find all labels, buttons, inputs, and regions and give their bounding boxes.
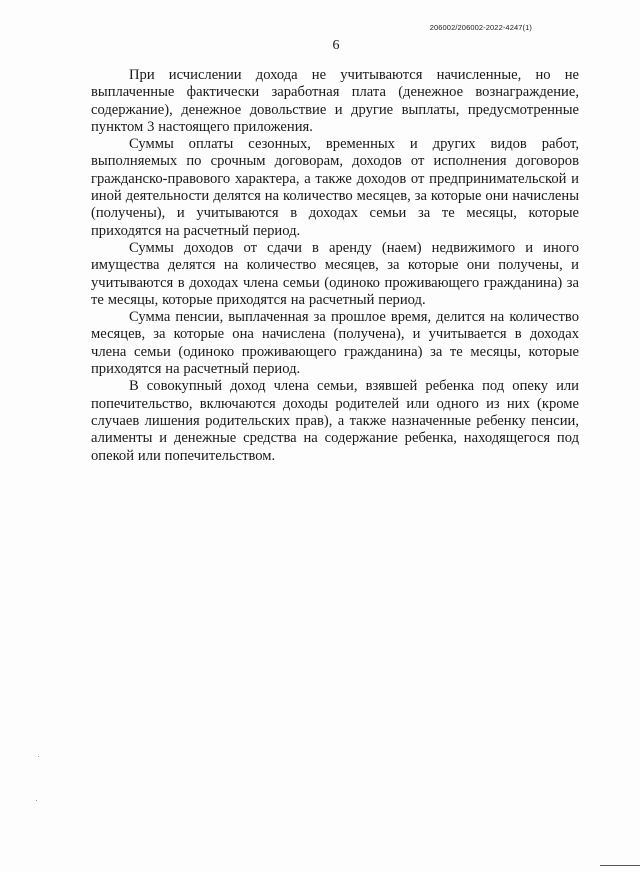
document-code: 206002/206002-2022-4247(1) xyxy=(429,23,532,32)
paragraph-seasonal-work: Суммы оплаты сезонных, временных и других видов работ, выполняемых по срочным договорам, доходов от исполнения договоров гражданско-правового характера, а также доходов от предпринимательской и иной деятельности делятся на количество месяцев, за которые они начислены (получены), и учитываются в доходах семьи за те месяцы, которые приходятся на расчетный период. xyxy=(91,136,579,239)
scan-speck xyxy=(36,800,37,801)
scan-edge-mark xyxy=(600,865,640,866)
document-body xyxy=(91,67,579,465)
page-number: 6 xyxy=(332,38,340,53)
paragraph-income-exclusions: При исчислении дохода не учитываются начисленные, но не выплаченные фактически заработная плата (денежное вознаграждение, содержание), денежное довольствие и другие выплаты, предусмотренные пунктом 3 настоящего приложения. xyxy=(91,67,579,135)
scan-speck xyxy=(38,756,39,757)
paragraph-guardianship-income: В совокупный доход члена семьи, взявшей ребенка под опеку или попечительство, включаются доходы родителей или одного из них (кроме случаев лишения родительских прав), а также назначенные ребенку пенсии, алименты и денежные средства на содержание ребенка, находящегося под опекой или попечительством. xyxy=(91,378,579,464)
paragraph-pension-arrears: Сумма пенсии, выплаченная за прошлое время, делится на количество месяцев, за которые она начислена (получена), и учитывается в доходах члена семьи (одиноко проживающего гражданина) за те месяцы, которые приходятся на расчетный период. xyxy=(91,309,579,378)
paragraph-rental-income: Суммы доходов от сдачи в аренду (наем) недвижимого и иного имущества делятся на количество месяцев, за которые они получены, и учитываются в доходах члена семьи (одиноко проживающего гражданина) за те месяцы, которые приходятся на расчетный период. xyxy=(91,239,579,308)
